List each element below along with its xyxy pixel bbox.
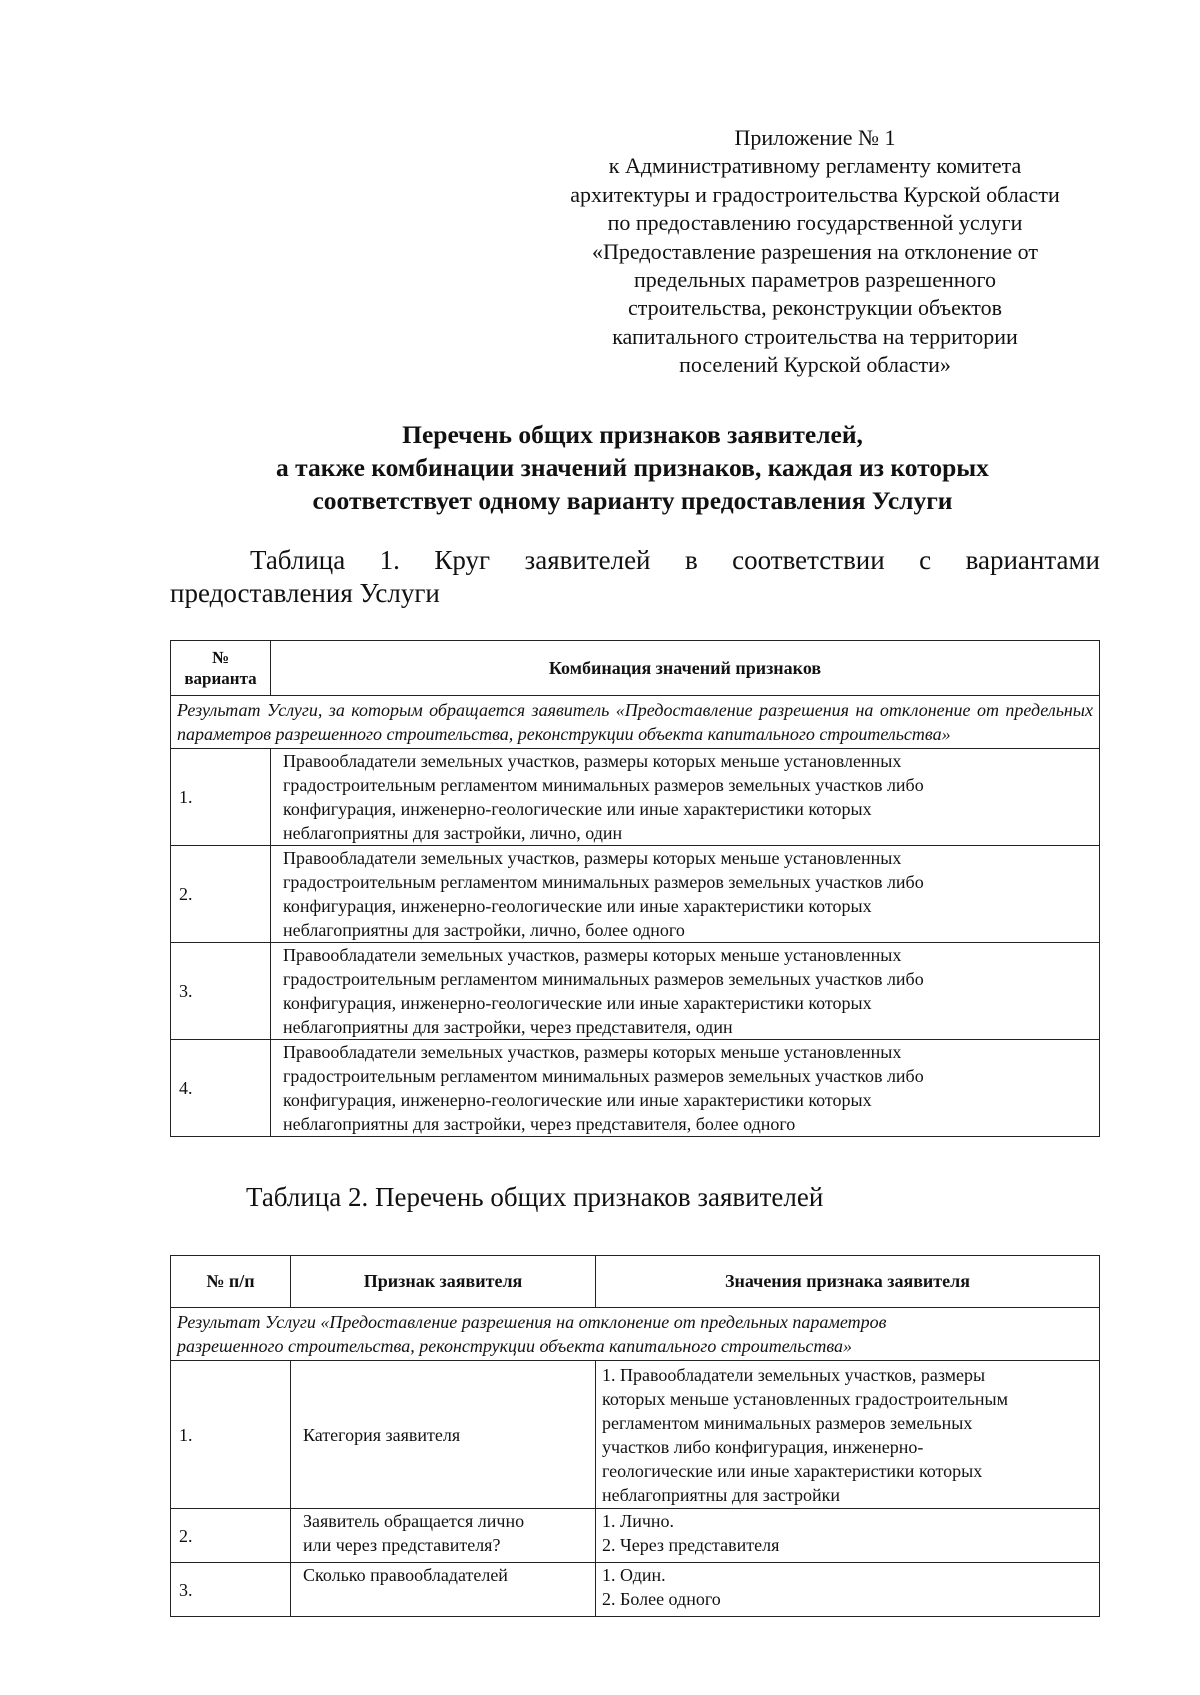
appendix-line: архитектуры и градостроительства Курской области [570, 181, 1060, 207]
item-number: 2. [171, 1509, 291, 1563]
title-line: а также комбинации значений признаков, каждая из которых [276, 453, 989, 482]
table-row [171, 1040, 1100, 1137]
service-result [171, 1308, 1100, 1361]
applicant-sign [291, 1563, 596, 1617]
value-line: неблагоприятны для застройки [602, 1484, 840, 1505]
value-line: геологические или иные характеристики которых [602, 1460, 983, 1481]
header-combination: Комбинация значений признаков [271, 641, 1100, 696]
header-variant-number: № варианта [171, 641, 271, 696]
table-row [171, 1361, 1100, 1509]
variant-number: 4. [171, 1040, 271, 1137]
value-line: регламентом минимальных размеров земельных [602, 1412, 973, 1433]
variant-description [271, 943, 1100, 1040]
table2-result-row [171, 1308, 1100, 1361]
variant-description [271, 1040, 1100, 1137]
desc-line: Правообладатели земельных участков, размеры которых меньше установленных [283, 848, 902, 868]
table-row [171, 749, 1100, 846]
sign-line: Сколько правообладателей [303, 1565, 508, 1585]
table1-caption-cont: предоставления Услуги [170, 578, 440, 608]
applicant-sign [291, 1509, 596, 1563]
header-applicant-sign: Признак заявителя [291, 1256, 596, 1308]
appendix-line: Приложение № 1 [734, 125, 896, 150]
sign-line: Категория заявителя [303, 1424, 461, 1445]
header-sign-values: Значения признака заявителя [596, 1256, 1100, 1308]
item-number: 3. [171, 1563, 291, 1617]
variant-description [271, 846, 1100, 943]
title-line: соответствует одному варианту предоставления Услуги [312, 486, 953, 515]
desc-line: конфигурация, инженерно-геологические или иные характеристики которых [283, 799, 872, 819]
sign-line: или через представителя? [303, 1535, 501, 1555]
value-line: 2. Через представителя [602, 1535, 780, 1555]
table1-header-row [171, 641, 1100, 696]
desc-line: градостроительным регламентом минимальных размеров земельных участков либо [283, 969, 924, 989]
appendix-line: предельных параметров разрешенного [634, 267, 996, 293]
title-line: Перечень общих признаков заявителей, [402, 420, 863, 449]
table-row [171, 846, 1100, 943]
sign-values [596, 1509, 1100, 1563]
desc-line: неблагоприятны для застройки, лично, один [283, 823, 623, 843]
table2-header-row [171, 1256, 1100, 1308]
table1-result-row [171, 696, 1100, 749]
value-line: 1. Один. [602, 1565, 666, 1585]
variant-description [271, 749, 1100, 846]
value-line: 1. Правообладатели земельных участков, размеры [602, 1364, 986, 1385]
item-number: 1. [171, 1361, 291, 1509]
table1-caption: Таблица 1. Круг заявителей в соответствии с вариантами [250, 545, 1100, 575]
header-item-number: № п/п [171, 1256, 291, 1308]
table-row [171, 943, 1100, 1040]
applicant-sign [291, 1361, 596, 1509]
desc-line: Правообладатели земельных участков, размеры которых меньше установленных [283, 751, 902, 771]
desc-line: конфигурация, инженерно-геологические или иные характеристики которых [283, 896, 872, 916]
desc-line: неблагоприятны для застройки, лично, более одного [283, 920, 685, 940]
table-row [171, 1509, 1100, 1563]
value-line: 1. Лично. [602, 1511, 675, 1531]
desc-line: неблагоприятны для застройки, через представителя, более одного [283, 1114, 796, 1134]
appendix-line: «Предоставление разрешения на отклонение от [592, 238, 1038, 264]
desc-line: градостроительным регламентом минимальных размеров земельных участков либо [283, 872, 924, 892]
desc-line: конфигурация, инженерно-геологические или иные характеристики которых [283, 993, 872, 1013]
sign-values [596, 1563, 1100, 1617]
value-line: участков либо конфигурация, инженерно- [602, 1436, 924, 1457]
table1 [170, 640, 1100, 1137]
result-line: разрешенного строительства, реконструкции объекта капитального строительства» [177, 1336, 853, 1356]
desc-line: неблагоприятны для застройки, через представителя, один [283, 1017, 733, 1037]
variant-number: 3. [171, 943, 271, 1040]
desc-line: градостроительным регламентом минимальных размеров земельных участков либо [283, 1066, 924, 1086]
variant-number: 1. [171, 749, 271, 846]
sign-line: Заявитель обращается лично [303, 1511, 525, 1531]
sign-values [596, 1361, 1100, 1509]
result-line: Результат Услуги «Предоставление разрешения на отклонение от предельных параметров [177, 1312, 887, 1332]
desc-line: Правообладатели земельных участков, размеры которых меньше установленных [283, 1042, 902, 1062]
appendix-line: по предоставлению государственной услуги [607, 210, 1023, 236]
document-title [165, 418, 1100, 517]
appendix-line: капитального строительства на территории [612, 323, 1018, 349]
table2 [170, 1255, 1100, 1617]
service-result: Результат Услуги, за которым обращается заявитель «Предоставление разрешения на отклонение от предельных параметров разрешенного строительства, реконструкции объекта капитального строительства» [171, 696, 1100, 749]
appendix-header [530, 124, 1100, 380]
desc-line: Правообладатели земельных участков, размеры которых меньше установленных [283, 945, 902, 965]
appendix-line: строительства, реконструкции объектов [628, 295, 1002, 321]
appendix-line: поселений Курской области» [679, 352, 951, 378]
variant-number: 2. [171, 846, 271, 943]
value-line: 2. Более одного [602, 1589, 721, 1609]
table2-caption: Таблица 2. Перечень общих признаков заявителей [246, 1182, 824, 1212]
desc-line: градостроительным регламентом минимальных размеров земельных участков либо [283, 775, 924, 795]
table-row [171, 1563, 1100, 1617]
appendix-line: к Административному регламенту комитета [608, 153, 1022, 179]
desc-line: конфигурация, инженерно-геологические или иные характеристики которых [283, 1090, 872, 1110]
value-line: которых меньше установленных градостроительным [602, 1388, 1009, 1409]
